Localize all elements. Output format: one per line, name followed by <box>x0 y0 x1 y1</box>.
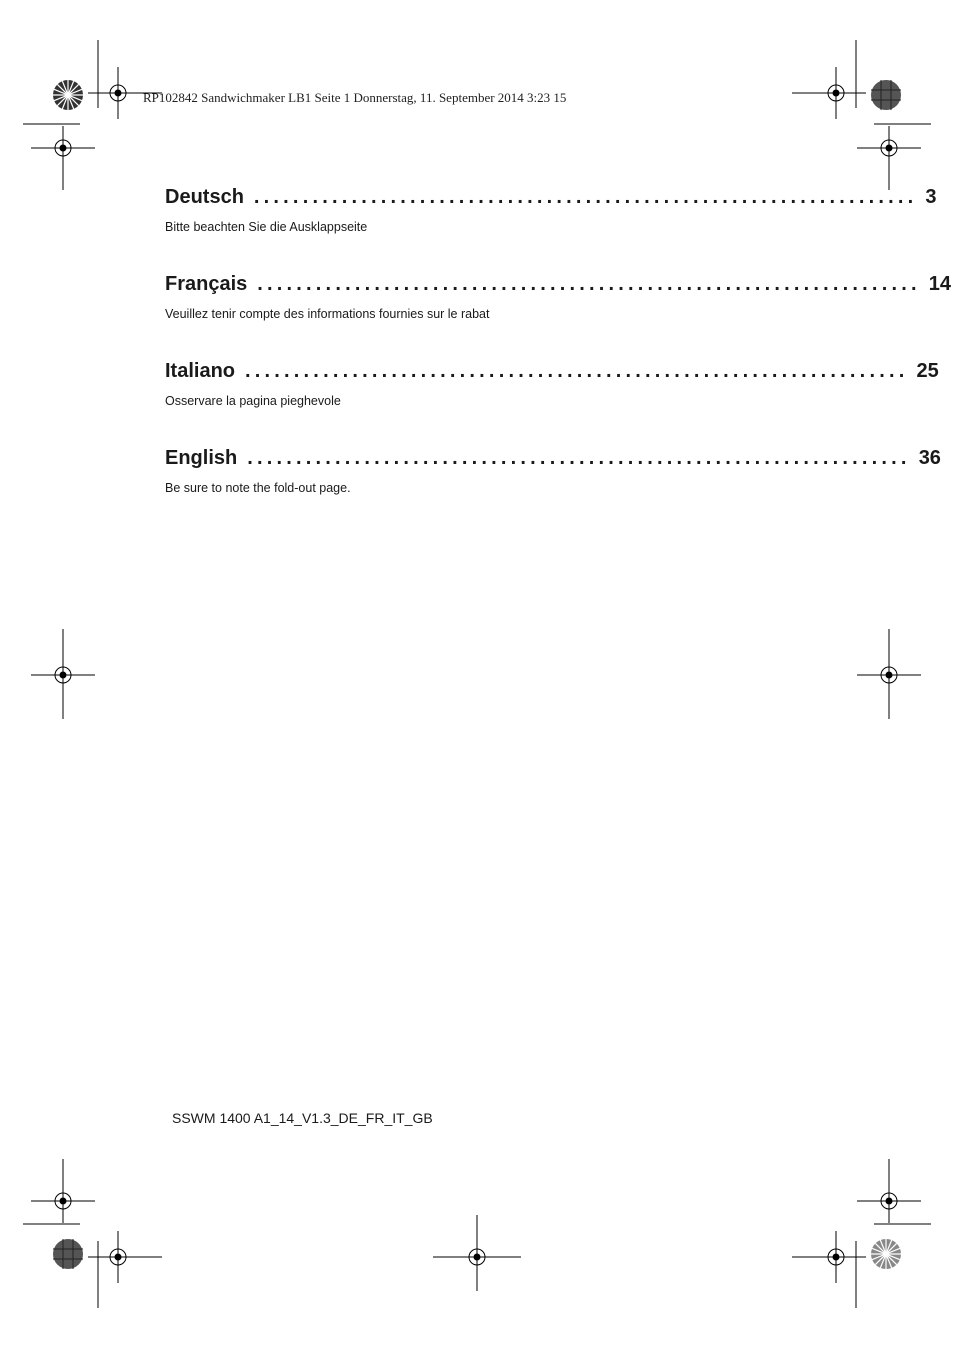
toc-page-number: 36 <box>918 447 941 469</box>
toc-leader-dots: .................................................................... <box>253 186 918 208</box>
registration-target-icon <box>433 1215 521 1291</box>
registration-target-icon <box>31 629 95 719</box>
toc-title: English <box>165 447 238 469</box>
registration-target-icon <box>31 1159 95 1223</box>
toc-leader-dots: .................................................................... <box>245 360 909 382</box>
registration-target-icon <box>857 1159 921 1223</box>
toc-note: Veuillez tenir compte des informations fournies sur le rabat <box>165 307 490 321</box>
registration-target-icon <box>792 67 866 119</box>
toc-note: Bitte beachten Sie die Ausklappseite <box>165 220 368 234</box>
registration-target-icon <box>88 67 162 119</box>
toc-page-number: 25 <box>916 360 939 382</box>
toc-leader-dots: .................................................................... <box>247 447 911 469</box>
toc-note: Be sure to note the fold-out page. <box>165 481 351 495</box>
registration-target-icon <box>792 1231 866 1283</box>
toc-leader-dots: .................................................................... <box>257 273 921 295</box>
grey-target-icon <box>871 80 901 110</box>
toc-page-number: 14 <box>928 273 951 295</box>
grey-target-icon <box>53 1239 83 1269</box>
toc-title: Italiano <box>165 360 236 382</box>
registration-target-icon <box>857 629 921 719</box>
toc-title: Français <box>165 273 248 295</box>
toc-page-number: 3 <box>925 186 937 208</box>
print-slug-line: RP102842 Sandwichmaker LB1 Seite 1 Donnerstag, 11. September 2014 3:23 15 <box>143 90 567 105</box>
star-target-icon <box>871 1239 901 1269</box>
registration-target-icon <box>88 1231 162 1283</box>
footer-document-code: SSWM 1400 A1_14_V1.3_DE_FR_IT_GB <box>172 1110 433 1126</box>
registration-target-icon <box>857 126 921 190</box>
registration-target-icon <box>31 126 95 190</box>
star-target-icon <box>53 80 83 110</box>
toc-title: Deutsch <box>165 186 244 208</box>
toc-note: Osservare la pagina pieghevole <box>165 394 341 408</box>
